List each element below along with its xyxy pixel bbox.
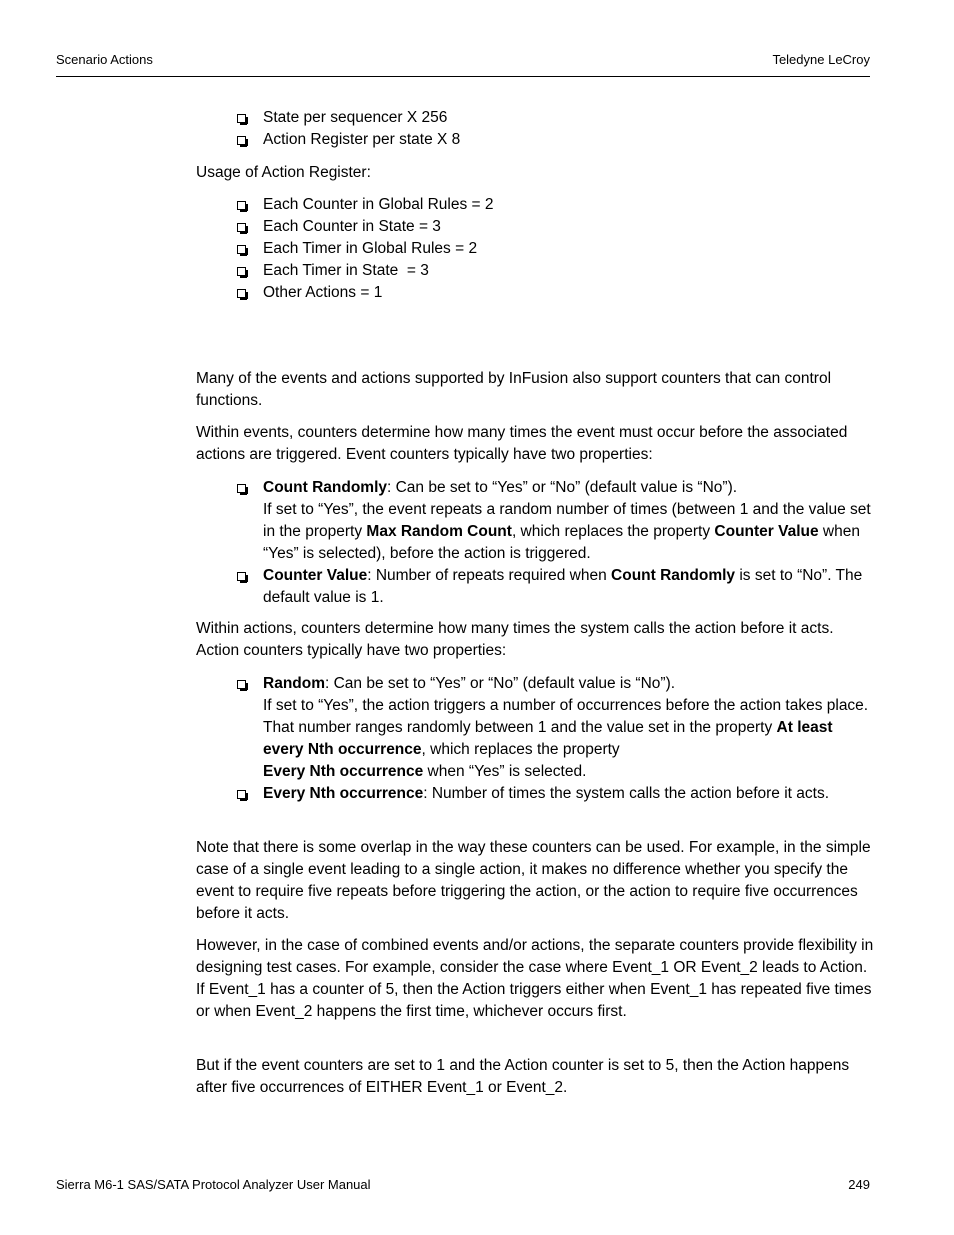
list-item: Action Register per state X 8 [196, 129, 874, 151]
paragraph: Note that there is some overlap in the way these counters can be used. For example, in the simple case of a single event leading to a single action, it makes no difference whether you specify the event to require five repeats before triggering the action, or the action to require five occurrences before it acts. [196, 839, 871, 922]
checkbox-bullet-icon [237, 484, 246, 493]
paragraph: Within events, counters determine how many times the event must occur before the associated actions are triggered. Event counters typically have two properties: [196, 424, 848, 463]
list-item: Each Counter in Global Rules = 2 [196, 194, 874, 216]
list-item: Each Counter in State = 3 [196, 216, 874, 238]
list-item: Other Actions = 1 [196, 282, 874, 304]
list-capacity [196, 107, 874, 151]
paragraph: However, in the case of combined events and/or actions, the separate counters provide flexibility in designing test cases. For example, consider the case where Event_1 OR Event_2 leads to Action. If Event_1 has a counter of 5, then the Action triggers either when Event_1 has repeated five times or when Event_2 happens the first time, whichever occurs first. [196, 937, 874, 1020]
checkbox-bullet-icon [237, 267, 246, 276]
list-item: Counter Value: Number of repeats required when Count Randomly is set to “No”. The default value is 1. [196, 565, 874, 609]
list-item: State per sequencer X 256 [196, 107, 874, 129]
list-item: Each Timer in State = 3 [196, 260, 874, 282]
page-header [56, 52, 870, 77]
checkbox-bullet-icon [237, 790, 246, 799]
page-number: 249 [848, 1177, 870, 1192]
usage-heading: Usage of Action Register: [196, 164, 371, 181]
checkbox-bullet-icon [237, 136, 246, 145]
checkbox-bullet-icon [237, 223, 246, 232]
checkbox-bullet-icon [237, 114, 246, 123]
list-action-properties [196, 673, 874, 805]
list-item: Count Randomly: Can be set to “Yes” or “No” (default value is “No”). If set to “Yes”, the event repeats a random number of times (between 1 and the value set in the property Max Random Count, which replaces the property Counter Value when “Yes” is selected), before the action is triggered. [196, 477, 874, 565]
checkbox-bullet-icon [237, 201, 246, 210]
list-usage [196, 194, 874, 304]
paragraph: Within actions, counters determine how many times the system calls the action before it acts. Action counters typically have two properties: [196, 620, 834, 659]
paragraph: Many of the events and actions supported by InFusion also support counters that can control functions. [196, 370, 832, 409]
checkbox-bullet-icon [237, 245, 246, 254]
list-item: Every Nth occurrence: Number of times the system calls the action before it acts. [196, 783, 874, 805]
header-company: Teledyne LeCroy [772, 52, 870, 67]
list-event-properties [196, 477, 874, 609]
header-section-title: Scenario Actions [56, 52, 153, 67]
paragraph: But if the event counters are set to 1 and the Action counter is set to 5, then the Action happens after five occurrences of EITHER Event_1 or Event_2. [196, 1057, 850, 1096]
checkbox-bullet-icon [237, 289, 246, 298]
checkbox-bullet-icon [237, 572, 246, 581]
list-item: Random: Can be set to “Yes” or “No” (default value is “No”). If set to “Yes”, the action triggers a number of occurrences before the action takes place. That number ranges randomly between 1 and the value set in the property At least every Nth occurrence, which replaces the property Every Nth occurrence when “Yes” is selected. [196, 673, 874, 783]
list-item: Each Timer in Global Rules = 2 [196, 238, 874, 260]
footer-manual-title: Sierra M6-1 SAS/SATA Protocol Analyzer User Manual [56, 1177, 371, 1192]
checkbox-bullet-icon [237, 680, 246, 689]
